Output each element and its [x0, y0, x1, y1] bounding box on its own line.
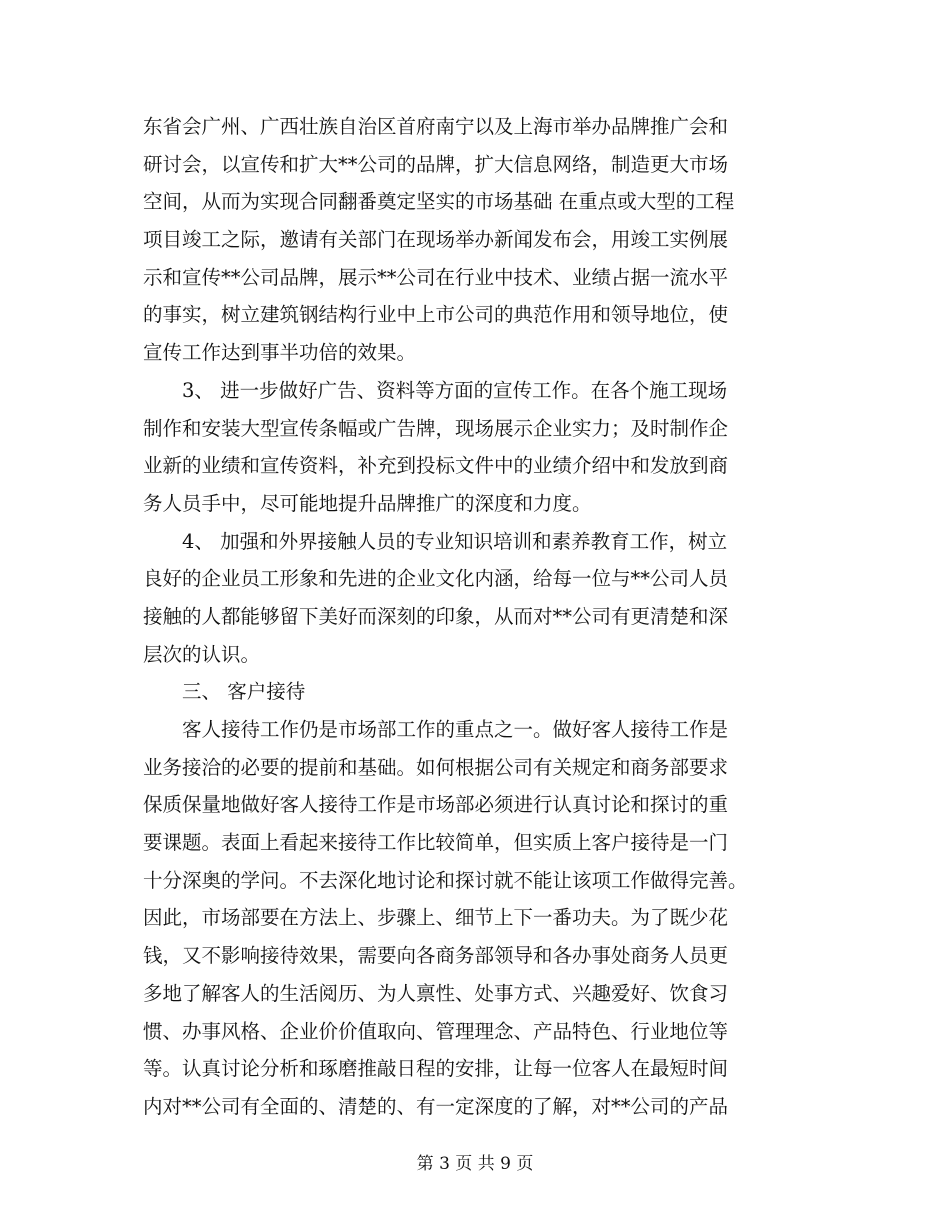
text-line: 钱，又不影响接待效果，需要向各商务部领导和各办事处商务人员更	[143, 944, 729, 968]
page-number-footer: 第 3 页 共 9 页	[416, 1154, 534, 1174]
section-heading: 三、 客户接待	[143, 680, 306, 704]
text-line: 客人接待工作仍是市场部工作的重点之一。做好客人接待工作是	[143, 718, 729, 741]
text-line: 十分深奥的学问。不去深化地讨论和探讨就不能让该项工作做得完善。	[143, 868, 748, 892]
text-line: 多地了解客人的生活阅历、为人禀性、处事方式、兴趣爱好、饮食习	[143, 981, 729, 1005]
text-line: 3、 进一步做好广告、资料等方面的宣传工作。在各个施工现场	[143, 378, 728, 402]
text-line: 宣传工作达到事半功倍的效果。	[143, 341, 417, 365]
body-text	[143, 108, 815, 1126]
text-line: 空间，从而为实现合同翻番奠定坚实的市场基础 在重点或大型的工程	[143, 190, 735, 214]
text-line: 4、 加强和外界接触人员的专业知识培训和素养教育工作，树立	[143, 529, 728, 553]
text-line: 良好的企业员工形象和先进的企业文化内涵，给每一位与**公司人员	[143, 567, 729, 591]
text-line: 惯、办事风格、企业价价值取向、管理理念、产品特色、行业地位等	[143, 1019, 729, 1043]
text-line: 东省会广州、广西壮族自治区首府南宁以及上海市举办品牌推广会和	[143, 115, 729, 138]
text-line: 内对**公司有全面的、清楚的、有一定深度的了解，对**公司的产品	[143, 1094, 729, 1118]
text-line: 保质保量地做好客人接待工作是市场部必须进行认真讨论和探讨的重	[143, 793, 729, 817]
text-line: 务人员手中，尽可能地提升品牌推广的深度和力度。	[143, 491, 592, 515]
text-line: 因此，市场部要在方法上、步骤上、细节上下一番功夫。为了既少花	[143, 906, 729, 930]
text-line: 等。认真讨论分析和琢磨推敲日程的安排，让每一位客人在最短时间	[143, 1057, 729, 1081]
text-line: 项目竣工之际，邀请有关部门在现场举办新闻发布会，用竣工实例展	[143, 228, 729, 252]
text-line: 研讨会，以宣传和扩大**公司的品牌，扩大信息网络，制造更大市场	[143, 152, 729, 176]
text-line: 业务接洽的必要的提前和基础。如何根据公司有关规定和商务部要求	[143, 755, 729, 779]
text-line: 要课题。表面上看起来接待工作比较简单，但实质上客户接待是一门	[143, 831, 729, 855]
text-line: 接触的人都能够留下美好而深刻的印象，从而对**公司有更清楚和深	[143, 604, 729, 628]
text-line: 层次的认识。	[143, 642, 261, 666]
text-line: 业新的业绩和宣传资料，补充到投标文件中的业绩介绍中和发放到商	[143, 454, 729, 478]
text-line: 制作和安装大型宣传条幅或广告牌，现场展示企业实力；及时制作企	[143, 416, 729, 440]
text-line: 的事实，树立建筑钢结构行业中上市公司的典范作用和领导地位，使	[143, 303, 729, 327]
text-line: 示和宣传**公司品牌，展示**公司在行业中技术、业绩占据一流水平	[143, 265, 729, 289]
